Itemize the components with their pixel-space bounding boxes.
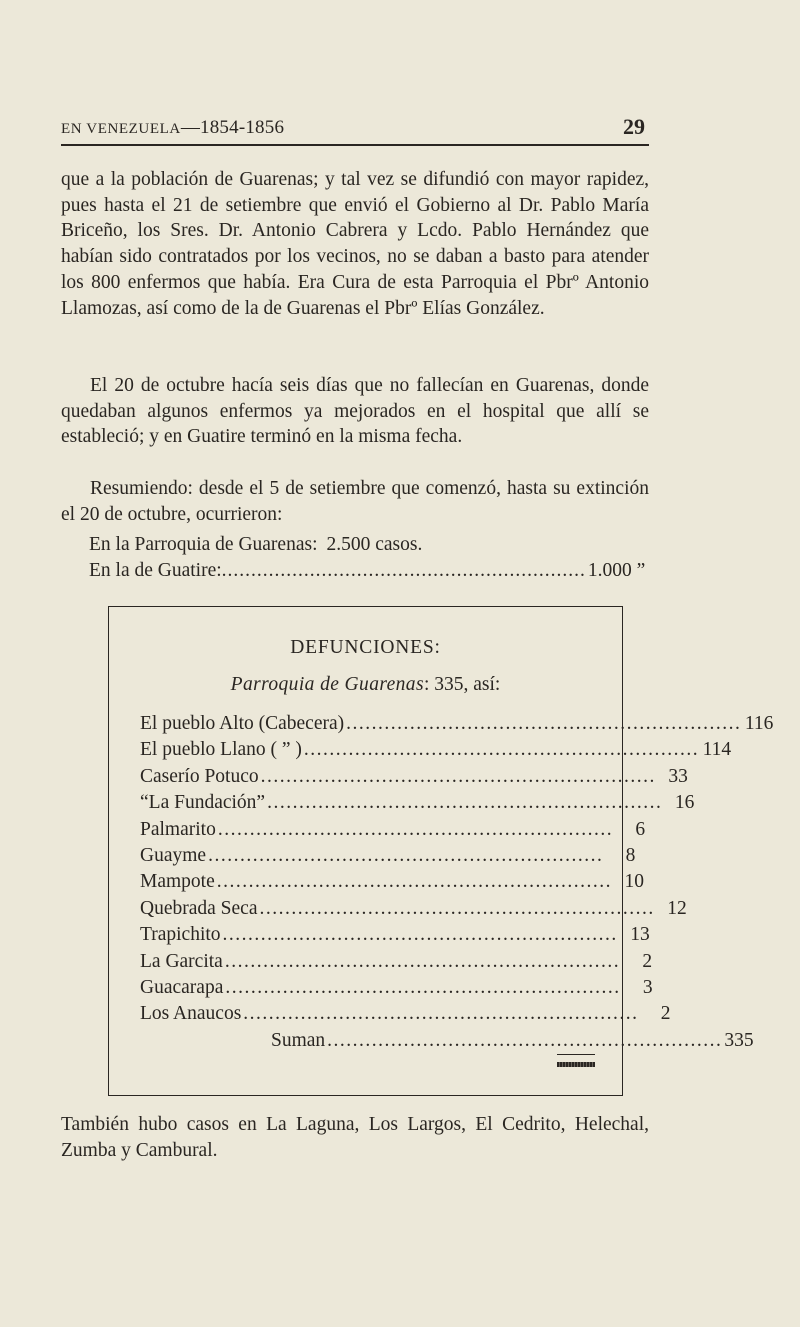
leader-dots: ..............................................................	[217, 818, 614, 840]
total-row	[271, 1028, 754, 1054]
table-row	[140, 737, 732, 763]
row-label: La Garcita	[140, 950, 223, 972]
total-label: Suman	[271, 1030, 326, 1051]
leader-dots: ..............................................................	[216, 871, 612, 893]
running-head-years: —1854-1856	[180, 117, 285, 138]
page-number: 29	[623, 114, 645, 139]
leader-dots: ..............................................................	[243, 1003, 639, 1025]
row-value: 6	[635, 818, 646, 840]
parroquia-name: Parroquia de Guarenas	[230, 674, 424, 695]
defunciones-list	[140, 711, 774, 1028]
parroquia-total: : 335, así:	[423, 674, 501, 695]
defunciones-table-box	[108, 606, 774, 1096]
paragraph-3: Resumiendo: desde el 5 de setiembre que comenzó, hasta su extinción el 20 de octubre, ocurrieron:	[61, 478, 649, 525]
row-label: El pueblo Alto (Cabecera)	[140, 713, 345, 734]
row-label: Palmarito	[140, 818, 216, 840]
row-label: Guacarapa	[140, 976, 224, 998]
casos-value: 2.500 casos.	[326, 534, 423, 555]
running-header	[61, 114, 649, 146]
row-value: 33	[668, 765, 688, 787]
ornament	[557, 1062, 595, 1067]
defunciones-title: DEFUNCIONES:	[290, 637, 441, 658]
leader-dots: ..............................................................	[303, 739, 700, 761]
total-value: 335	[724, 1030, 754, 1051]
leader-dots: ..............................................................	[327, 1030, 723, 1051]
leader-dots: ..............................................................	[221, 560, 586, 581]
table-row	[140, 764, 688, 790]
leader-dots: ..............................................................	[208, 844, 604, 866]
paragraph-2: El 20 de octubre hacía seis días que no fallecían en Guarenas, donde quedaban algunos enfermos ya mejorados en el hospital que allí se estableció; y en Guatire terminó en la misma fecha.	[61, 375, 649, 448]
row-label: Caserío Potuco	[140, 765, 259, 787]
row-label: Mampote	[140, 871, 215, 893]
running-head	[61, 117, 284, 139]
row-value: 2	[642, 950, 653, 972]
leader-dots: ..............................................................	[260, 765, 656, 787]
table-row	[140, 869, 644, 895]
paragraph-1: que a la población de Guarenas; y tal vez se difundió con mayor rapidez, pues hasta el 21 de setiembre que envió el Gobierno al Dr. Pablo María Briceño, los Sres. Dr. Antonio Cabrera y Lcdo. Pablo Hernández que habían sido contratados por los vecinos, no se daban a basto para atender los 800 enfermos que había. Era Cura de esta Parroquia el Pbrº Antonio Llamozas, así como de la de Guarenas el Pbrº Elías González.	[61, 169, 649, 319]
row-value: 10	[624, 871, 644, 893]
row-label: Quebrada Seca	[140, 897, 258, 919]
row-value: 8	[625, 844, 636, 866]
leader-dots: ..............................................................	[346, 713, 742, 734]
row-label: Guayme	[140, 844, 207, 866]
table-row	[140, 790, 695, 816]
casos-value: 1.000 ”	[587, 560, 646, 581]
table-row	[140, 949, 653, 975]
table-row	[140, 843, 636, 869]
leader-dots: ..............................................................	[222, 924, 618, 946]
table-row	[140, 817, 646, 843]
row-value: 16	[674, 792, 695, 814]
casos-label: En la Parroquia de Guarenas:	[89, 534, 318, 555]
table-row	[140, 975, 653, 1001]
leader-dots: ..............................................................	[259, 897, 655, 919]
defunciones-subtitle	[109, 674, 622, 696]
table-row	[140, 896, 687, 922]
row-label: “La Fundación”	[140, 792, 266, 814]
total-rule	[557, 1054, 595, 1055]
table-row	[140, 1001, 671, 1027]
leader-dots: ..............................................................	[267, 792, 663, 814]
leader-dots: ..............................................................	[224, 950, 621, 972]
row-value: 3	[642, 976, 653, 998]
row-value: 12	[667, 897, 687, 919]
running-head-prefix: EN VENEZUELA	[61, 121, 181, 137]
leader-dots: ..............................................................	[225, 976, 621, 998]
table-row	[140, 711, 774, 737]
paragraph-4: También hubo casos en La Laguna, Los Largos, El Cedrito, Helechal, Zumba y Cambural.	[61, 1114, 649, 1161]
casos-guarenas	[89, 532, 509, 558]
table-row	[140, 922, 650, 948]
row-value: 116	[744, 713, 774, 734]
casos-guatire	[89, 558, 646, 584]
casos-label: En la de Guatire:	[89, 560, 222, 581]
row-value: 114	[702, 739, 732, 761]
row-value: 13	[630, 924, 650, 946]
row-label: Trapichito	[140, 924, 221, 946]
row-label: Los Anaucos	[140, 1003, 242, 1025]
row-label: El pueblo Llano ( ” )	[140, 739, 302, 761]
row-value: 2	[660, 1003, 671, 1025]
